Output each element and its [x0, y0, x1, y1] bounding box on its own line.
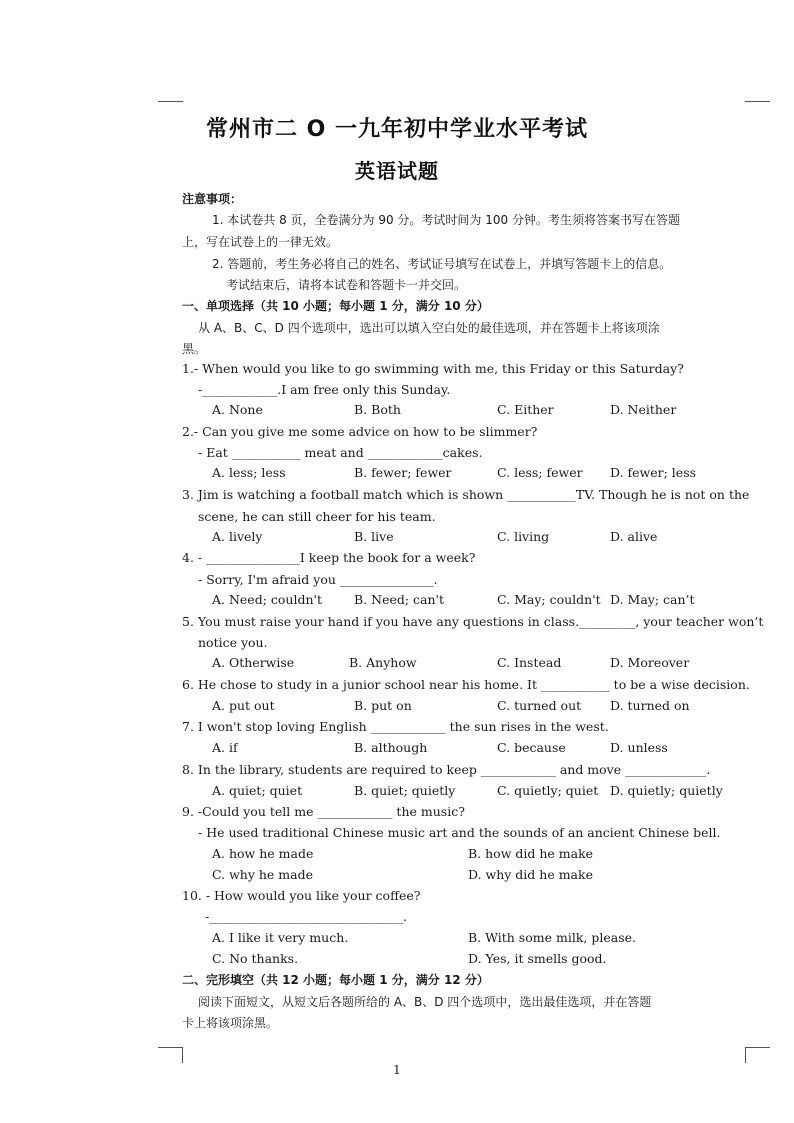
section-2-instructions: 阅读下面短文，从短文后各题所给的 A、B、D 四个选项中，选出最佳选项，并在答题 — [198, 995, 652, 1009]
question-2-option-d[interactable]: D. fewer; less — [610, 465, 697, 480]
question-5-stem: 5. You must raise your hand if you have any questions in class._________, your teacher won’t — [182, 614, 764, 629]
question-9-answer-line: - He used traditional Chinese music art and the sounds of an ancient Chinese bell. — [198, 825, 721, 840]
question-10-option-b[interactable]: B. With some milk, please. — [468, 930, 636, 945]
question-6-option-b[interactable]: B. put on — [354, 698, 412, 713]
section-1-instructions-cont: 黑。 — [182, 342, 207, 356]
exam-title: 常州市二 O 一九年初中学业水平考试 — [205, 117, 589, 142]
question-10-option-d[interactable]: D. Yes, it smells good. — [468, 951, 607, 966]
question-10-answer-line: -_______________________________. — [205, 909, 407, 924]
question-2-option-b[interactable]: B. fewer; fewer — [354, 465, 452, 480]
question-4-answer-line: - Sorry, I'm afraid you _______________. — [198, 572, 438, 587]
question-10-option-a[interactable]: A. I like it very much. — [212, 930, 349, 945]
question-3-option-a[interactable]: A. lively — [212, 529, 263, 544]
question-3-option-c[interactable]: C. living — [497, 529, 550, 544]
notes-item-2-cont: 考试结束后，请将本试卷和答题卡一并交回。 — [226, 278, 467, 292]
question-8-option-d[interactable]: D. quietly; quietly — [610, 783, 723, 798]
section-1-instructions: 从 A、B、C、D 四个选项中，选出可以填入空白处的最佳选项，并在答题卡上将该项涂 — [198, 321, 660, 335]
question-9-option-c[interactable]: C. why he made — [212, 867, 313, 882]
notes-item-1-cont: 上，写在试卷上的一律无效。 — [182, 235, 339, 249]
crop-mark — [158, 101, 183, 102]
question-8-option-c[interactable]: C. quietly; quiet — [497, 783, 599, 798]
section-1-heading: 一、单项选择（共 10 小题；每小题 1 分，满分 10 分） — [182, 299, 489, 313]
question-1-option-a[interactable]: A. None — [212, 402, 263, 417]
question-3-stem-cont: scene, he can still cheer for his team. — [198, 509, 436, 524]
question-6-option-d[interactable]: D. turned on — [610, 698, 690, 713]
question-9-stem: 9. -Could you tell me ____________ the music? — [182, 804, 465, 819]
question-6-option-c[interactable]: C. turned out — [497, 698, 582, 713]
question-3-stem: 3. Jim is watching a football match which is shown ___________TV. Though he is not on the — [182, 487, 750, 502]
question-7-option-c[interactable]: C. because — [497, 740, 566, 755]
question-8-stem: 8. In the library, students are required to keep ____________ and move _____________. — [182, 762, 711, 777]
question-10-stem: 10. - How would you like your coffee? — [182, 888, 421, 903]
question-2-option-c[interactable]: C. less; fewer — [497, 465, 583, 480]
question-7-stem: 7. I won't stop loving English ____________ the sun rises in the west. — [182, 719, 609, 734]
question-5-option-d[interactable]: D. Moreover — [610, 655, 690, 670]
notes-heading: 注意事项： — [182, 192, 243, 206]
question-1-answer-line: -____________.I am free only this Sunday. — [198, 382, 451, 397]
question-4-option-c[interactable]: C. May; couldn't — [497, 592, 601, 607]
crop-mark — [745, 101, 770, 102]
question-5-option-b[interactable]: B. Anyhow — [349, 655, 417, 670]
question-4-option-a[interactable]: A. Need; couldn't — [212, 592, 322, 607]
crop-mark — [745, 1047, 770, 1048]
question-1-stem: 1.- When would you like to go swimming with me, this Friday or this Saturday? — [182, 361, 684, 376]
question-1-option-d[interactable]: D. Neither — [610, 402, 677, 417]
question-5-option-a[interactable]: A. Otherwise — [212, 655, 295, 670]
question-6-option-a[interactable]: A. put out — [212, 698, 275, 713]
question-3-option-d[interactable]: D. alive — [610, 529, 658, 544]
question-1-option-b[interactable]: B. Both — [354, 402, 401, 417]
question-7-option-a[interactable]: A. if — [212, 740, 238, 755]
question-9-option-a[interactable]: A. how he made — [212, 846, 314, 861]
section-2-heading: 二、完形填空（共 12 小题；每小题 1 分，满分 12 分） — [182, 973, 489, 987]
question-2-stem: 2.- Can you give me some advice on how to be slimmer? — [182, 424, 538, 439]
question-7-option-d[interactable]: D. unless — [610, 740, 668, 755]
notes-item-2: 2. 答题前，考生务必将自己的姓名、考试证号填写在试卷上，并填写答题卡上的信息。 — [212, 257, 672, 271]
section-2-instructions-cont: 卡上将该项涂黑。 — [182, 1016, 279, 1030]
crop-mark — [158, 1047, 183, 1048]
exam-subtitle: 英语试题 — [355, 159, 439, 183]
question-4-option-d[interactable]: D. May; can’t — [610, 592, 695, 607]
question-5-option-c[interactable]: C. Instead — [497, 655, 562, 670]
question-6-stem: 6. He chose to study in a junior school near his home. It ___________ to be a wise decision. — [182, 677, 750, 692]
question-2-option-a[interactable]: A. less; less — [212, 465, 286, 480]
question-10-option-c[interactable]: C. No thanks. — [212, 951, 299, 966]
question-8-option-a[interactable]: A. quiet; quiet — [212, 783, 303, 798]
question-8-option-b[interactable]: B. quiet; quietly — [354, 783, 456, 798]
question-1-option-c[interactable]: C. Either — [497, 402, 554, 417]
crop-mark — [745, 1047, 746, 1063]
question-4-option-b[interactable]: B. Need; can't — [354, 592, 445, 607]
question-7-option-b[interactable]: B. although — [354, 740, 428, 755]
question-2-answer-line: - Eat ___________ meat and ____________cakes. — [198, 445, 483, 460]
question-5-stem-cont: notice you. — [198, 635, 268, 650]
question-9-option-b[interactable]: B. how did he make — [468, 846, 594, 861]
page-number: 1 — [393, 1063, 401, 1077]
question-9-option-d[interactable]: D. why did he make — [468, 867, 593, 882]
question-3-option-b[interactable]: B. live — [354, 529, 394, 544]
notes-item-1: 1. 本试卷共 8 页，全卷满分为 90 分。考试时间为 100 分钟。考生须将答案书写在答题 — [212, 213, 680, 227]
question-4-stem: 4. - _______________I keep the book for a week? — [182, 550, 476, 565]
crop-mark — [182, 1047, 183, 1063]
